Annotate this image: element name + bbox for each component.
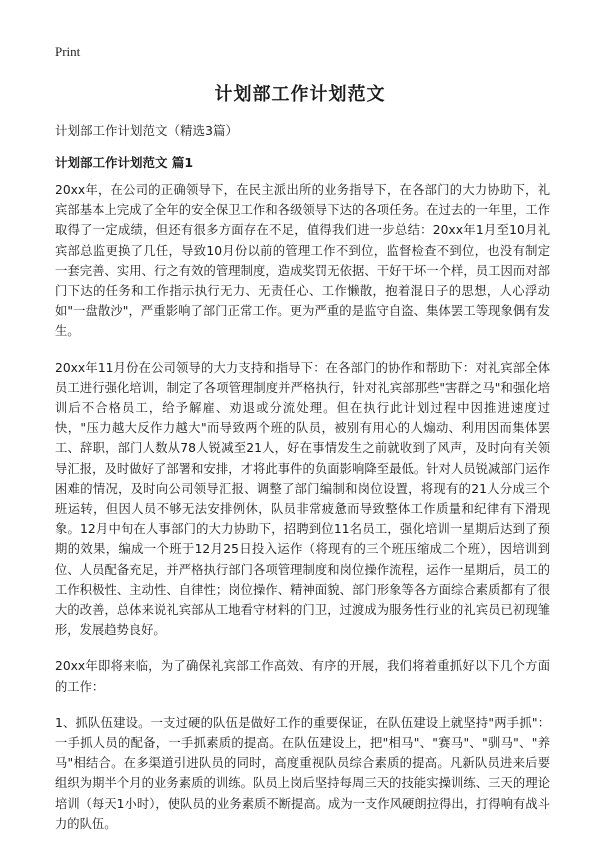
paragraph-4: 1、抓队伍建设。一支过硬的队伍是做好工作的重要保证，在队伍建设上就坚持"两手抓"：一手抓人员的配备，一手抓素质的提高。在队伍建设上，把"相马"、"赛马"、"驯马"、"养马"相结合。在多渠道引进队员的同时，高度重视队员综合素质的提高。凡新队员进来后要组织为期半个月的业务素质的训练。队员上岗后坚持每周三天的技能实操训练、三天的理论培训（每天1小时），使队员的业务素质不断提高。成为一支作风硬朗拉得出，打得响有战斗力的队伍。: [55, 715, 550, 831]
page-title: 计划部工作计划范文: [214, 84, 386, 105]
document-body: [55, 180, 550, 850]
paragraph-1: 20xx年，在公司的正确领导下，在民主派出所的业务指导下，在各部门的大力协助下，礼宾部基本上完成了全年的安全保卫工作和各级领导下达的各项任务。在过去的一年里，工作取得了一定成绩，但还有很多方面存在不足，值得我们进一步总结：20xx年1月至10月礼宾部总监更换了几任，导致10月份以前的管理工作不到位，监督检查不到位，也没有制定一套完善、实用、行之有效的管理制度，造成奖罚无依据、干好干坏一个样，员工因而对部门下达的任务和工作指示执行无力、无责任心、工作懒散，抱着混日子的思想，人心浮动如"一盘散沙"，严重影响了部门正常工作。更为严重的是监守自盗、集体罢工等现象偶有发生。: [55, 183, 550, 339]
paragraph-3: 20xx年即将来临，为了确保礼宾部工作高效、有序的开展，我们将着重抓好以下几个方面的工作：: [55, 659, 550, 694]
section-heading: 计划部工作计划范文 篇1: [55, 155, 194, 170]
paragraph-2: 20xx年11月份在公司领导的大力支持和指导下：在各部门的协作和帮助下：对礼宾部全体员工进行强化培训，制定了各项管理制度并严格执行，针对礼宾部那些"害群之马"和强化培训后不合格员工，给予解雇、劝退或分流处理。但在执行此计划过程中因推进速度过快，"压力越大反作力越大"而导致两个班的队员，被别有用心的人煽动、利用因而集体罢工、辞职，部门人数从78人锐减至21人，好在事情发生之前就收到了风声，及时向有关领导汇报，及时做好了部署和安排，才将此事件的负面影响降至最低。针对人员锐减部门运作困难的情况，及时向公司领导汇报、调整了部门编制和岗位设置，将现有的21人分成三个班运转，但因人员不够无法安排例休，队员非常疲惫而导致整体工作质量和纪律有下滑现象。12月中旬在人事部门的大力协助下，招聘到位11名员工，强化培训一星期后达到了预期的效果，编成一个班于12月25日投入运作（将现有的三个班压缩成二个班），因培训到位、人员配备充足，并严格执行部门各项管理制度和岗位操作流程，运作一星期后，员工的工作积极性、主动性、自律性；岗位操作、精神面貌、部门形象等各方面综合素质都有了很大的改善，总体来说礼宾部从工地看守材料的门卫，过渡成为服务性行业的礼宾员已初现雏形，发展趋势良好。: [55, 360, 550, 638]
document-subtitle: 计划部工作计划范文（精选3篇）: [55, 123, 238, 138]
print-label[interactable]: Print: [55, 44, 81, 59]
